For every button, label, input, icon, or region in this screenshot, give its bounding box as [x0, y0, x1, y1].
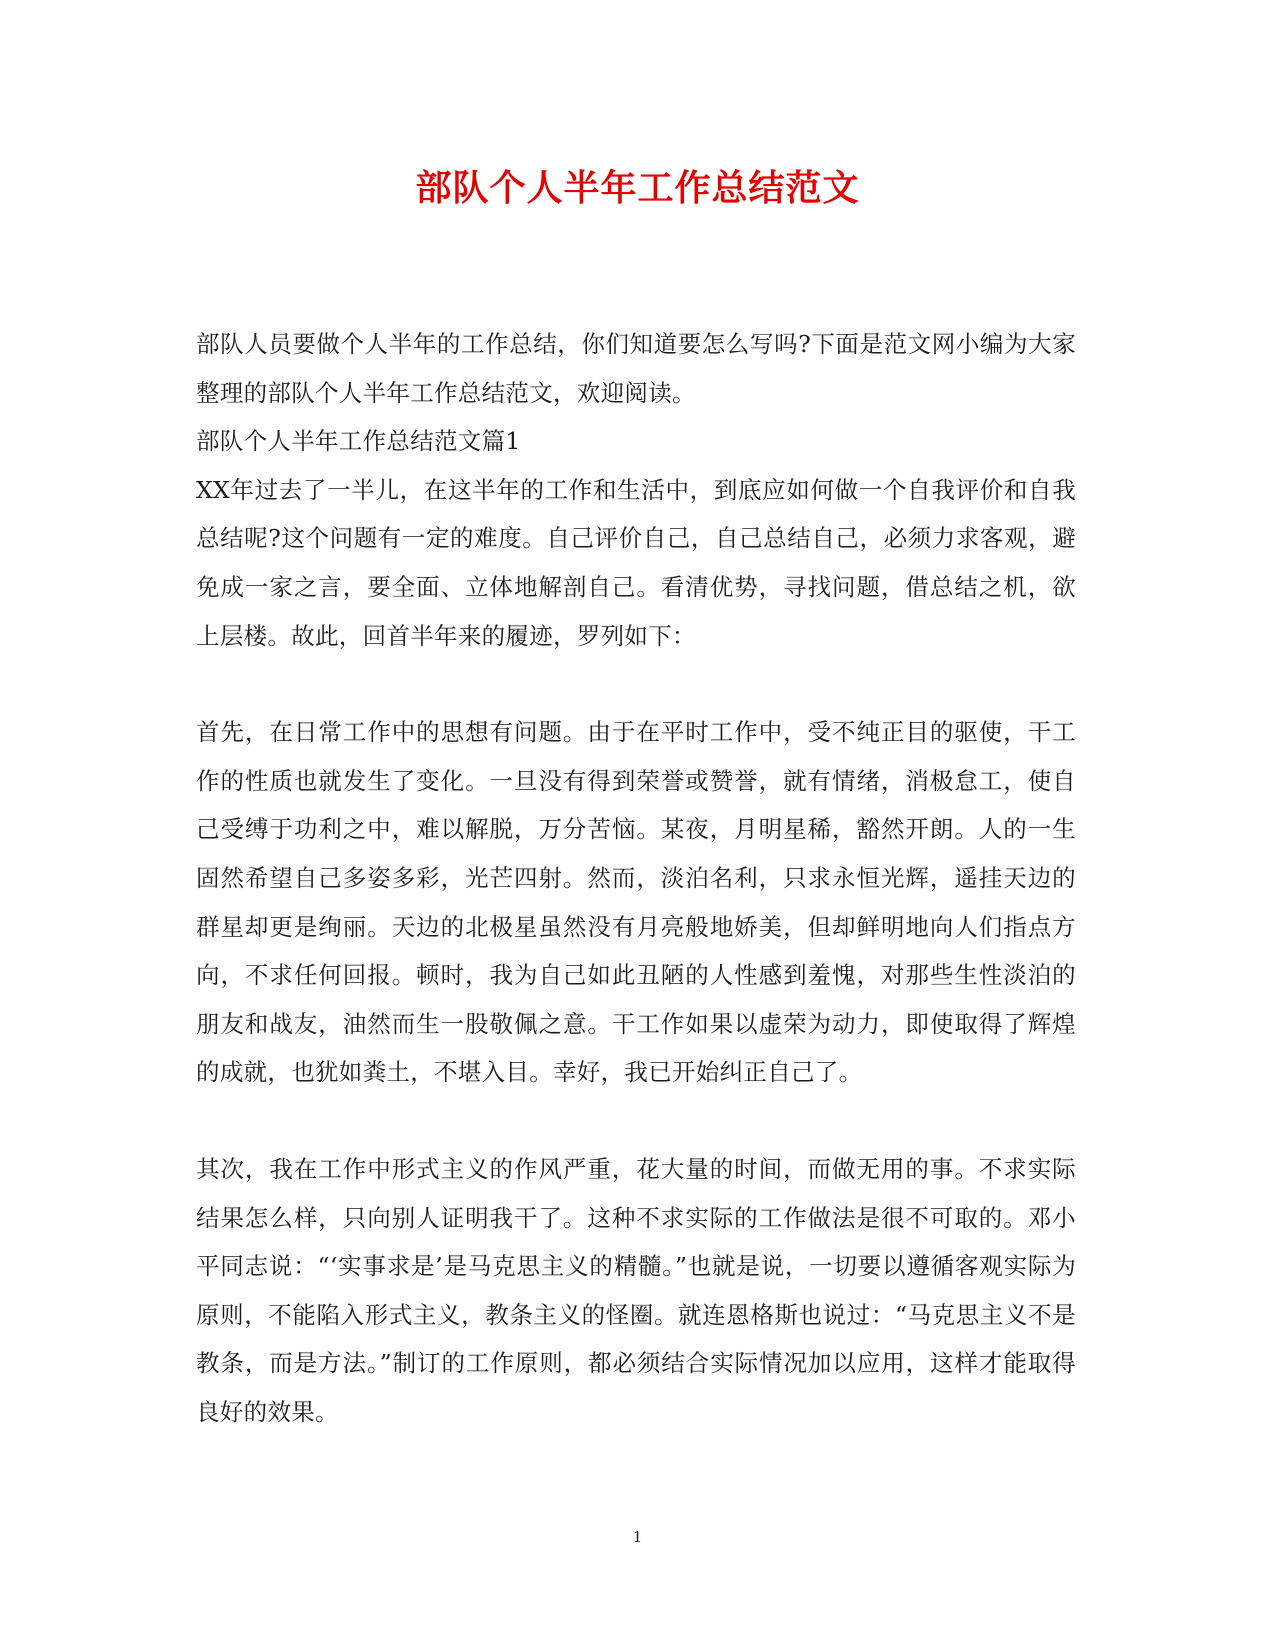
paragraph-gap	[196, 1097, 1076, 1145]
body-paragraph: 其次，我在工作中形式主义的作风严重，花大量的时间，而做无用的事。不求实际结果怎么样，只向别人证明我干了。这种不求实际的工作做法是很不可取的。邓小平同志说：“‘实事求是’是马克思主义的精髓。”也就是说，一切要以遵循客观实际为原则，不能陷入形式主义，教条主义的怪圈。就连恩格斯也说过：“马克思主义不是教条，而是方法。”制订的工作原则，都必须结合实际情况加以应用，这样才能取得良好的效果。	[196, 1154, 1076, 1426]
document-title: 部队个人半年工作总结范文	[415, 167, 860, 209]
intro-paragraph: 部队人员要做个人半年的工作总结，你们知道要怎么写吗?下面是范文网小编为大家整理的部队个人半年工作总结范文，欢迎阅读。	[196, 330, 1076, 407]
body-paragraph: 首先，在日常工作中的思想有问题。由于在平时工作中，受不纯正目的驱使，干工作的性质也就发生了变化。一旦没有得到荣誉或赞誉，就有情绪，消极怠工，使自己受缚于功利之中，难以解脱，万分苦恼。某夜，月明星稀，豁然开朗。人的一生固然希望自己多姿多彩，光芒四射。然而，淡泊名利，只求永恒光辉，遥挂天边的群星却更是绚丽。天边的北极星虽然没有月亮般地娇美，但却鲜明地向人们指点方向，不求任何回报。顿时，我为自己如此丑陋的人性感到羞愧，对那些生性淡泊的朋友和战友，油然而生一股敬佩之意。干工作如果以虚荣为动力，即使取得了辉煌的成就，也犹如粪土，不堪入目。幸好，我已开始纠正自己了。	[196, 718, 1076, 1087]
body-paragraph: XX年过去了一半儿，在这半年的工作和生活中，到底应如何做一个自我评价和自我总结呢?这个问题有一定的难度。自己评价自己，自己总结自己，必须力求客观，避免成一家之言，要全面、立体地解剖自己。看清优势，寻找问题，借总结之机，欲上层楼。故此，回首半年来的履迹，罗列如下：	[196, 475, 1076, 650]
page-number: 1	[632, 1528, 643, 1546]
document-body	[196, 320, 1076, 1436]
paragraph-gap	[196, 660, 1076, 708]
section-heading: 部队个人半年工作总结范文篇1	[196, 427, 521, 456]
